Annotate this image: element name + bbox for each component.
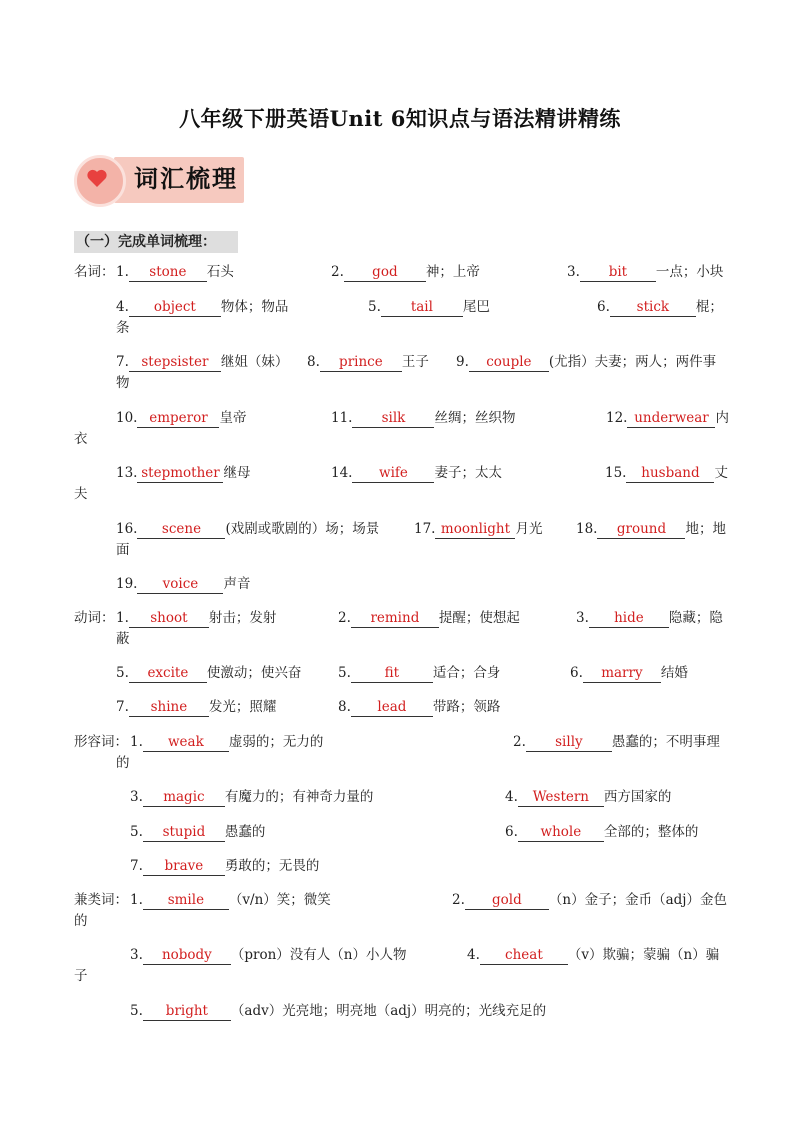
item-number: 1. (130, 734, 143, 750)
item-number: 14. (331, 465, 353, 481)
group-label-noun: 名词： (74, 264, 115, 280)
item-meaning: 地；地 (685, 521, 726, 537)
item-meaning: 有魔力的；有神奇力量的 (224, 789, 374, 805)
answer-blank: voice (137, 576, 223, 594)
heart-icon (86, 168, 108, 188)
vocab-item (116, 519, 379, 539)
item-meaning: 丝绸；丝织物 (434, 410, 516, 426)
answer-blank: Western (518, 789, 604, 807)
item-meaning: 神；上帝 (425, 264, 480, 280)
vocab-item (307, 352, 429, 372)
vocab-item (605, 463, 728, 483)
vocab-item (116, 408, 246, 428)
answer-blank: wife (352, 465, 434, 483)
item-meaning: 适合；合身 (432, 665, 501, 681)
item-number: 19. (116, 576, 138, 592)
item-meaning: （v）欺骗；蒙骗（n）骗 (567, 947, 720, 963)
answer-blank: hide (589, 610, 669, 628)
answer-blank: remind (351, 610, 439, 628)
answer-blank: nobody (143, 947, 231, 965)
item-meaning: 虚弱的；无力的 (228, 734, 324, 750)
item-meaning: 丈 (714, 465, 728, 481)
banner-title: 词汇梳理 (134, 164, 238, 193)
item-meaning: （v/n）笑；微笑 (228, 892, 331, 908)
answer-blank: silly (526, 734, 612, 752)
vocab-item (570, 663, 688, 683)
vocab-item (576, 608, 723, 628)
vocab-item (513, 732, 720, 752)
item-number: 4. (505, 789, 518, 805)
item-number: 5. (116, 665, 129, 681)
item-meaning-wrap: 面 (116, 542, 130, 558)
item-meaning: （pron）没有人（n）小人物 (230, 947, 407, 963)
vocab-item (116, 697, 276, 717)
item-number: 8. (338, 699, 351, 715)
vocab-item (331, 408, 515, 428)
item-number: 3. (567, 264, 580, 280)
item-number: 10. (116, 410, 138, 426)
item-meaning: 物体；物品 (220, 299, 289, 315)
answer-blank: god (344, 264, 426, 282)
vocab-item (116, 608, 276, 628)
item-number: 11. (331, 410, 353, 426)
item-number: 1. (116, 610, 129, 626)
vocab-item (116, 297, 288, 317)
item-meaning: 一点；小块 (655, 264, 724, 280)
vocab-item (597, 297, 723, 317)
vocab-item (130, 822, 265, 842)
item-number: 5. (368, 299, 381, 315)
answer-blank: husband (626, 465, 714, 483)
item-meaning: 愚蠢的；不明事理 (611, 734, 720, 750)
item-meaning-wrap: 夫 (74, 486, 88, 502)
vocab-item (576, 519, 726, 539)
item-meaning-wrap: 条 (116, 320, 130, 336)
item-meaning: 继母 (223, 465, 251, 481)
item-number: 2. (331, 264, 344, 280)
item-number: 6. (597, 299, 610, 315)
item-meaning: 隐藏；隐 (668, 610, 723, 626)
answer-blank: bright (143, 1003, 231, 1021)
answer-blank: stick (610, 299, 696, 317)
answer-blank: bit (580, 264, 656, 282)
item-meaning: 继姐（妹） (220, 354, 289, 370)
item-number: 12. (606, 410, 628, 426)
vocab-item (368, 297, 490, 317)
answer-blank: ground (597, 521, 685, 539)
answer-blank: lead (351, 699, 433, 717)
item-meaning: 使激动；使兴奋 (206, 665, 302, 681)
item-meaning-wrap: 蔽 (116, 631, 130, 647)
item-meaning: 王子 (401, 354, 429, 370)
item-meaning-wrap: 物 (116, 375, 130, 391)
answer-blank: underwear (627, 410, 715, 428)
item-meaning: 勇敢的；无畏的 (224, 858, 320, 874)
item-meaning: 皇帝 (219, 410, 247, 426)
item-meaning: 妻子；太太 (434, 465, 502, 481)
item-number: 9. (456, 354, 469, 370)
item-number: 7. (116, 354, 129, 370)
answer-blank: stepmother (137, 465, 223, 483)
vocab-item (606, 408, 729, 428)
item-meaning: 带路；领路 (432, 699, 501, 715)
answer-blank: cheat (480, 947, 568, 965)
vocab-item (116, 262, 234, 282)
answer-blank: shine (129, 699, 209, 717)
vocab-item (331, 463, 502, 483)
item-number: 4. (116, 299, 129, 315)
item-number: 8. (307, 354, 320, 370)
item-number: 2. (452, 892, 465, 908)
answer-blank: magic (143, 789, 225, 807)
item-number: 3. (130, 947, 143, 963)
answer-blank: prince (320, 354, 402, 372)
vocab-item (338, 663, 500, 683)
section-label: （一）完成单词梳理： (74, 231, 238, 253)
vocab-item (414, 519, 542, 539)
item-number: 7. (130, 858, 143, 874)
answer-blank: stupid (143, 824, 225, 842)
vocab-item (505, 787, 671, 807)
item-meaning: 结婚 (660, 665, 688, 681)
item-number: 18. (576, 521, 598, 537)
answer-blank: smile (143, 892, 229, 910)
answer-blank: moonlight (435, 521, 515, 539)
answer-blank: gold (465, 892, 549, 910)
item-meaning: （adv）光亮地；明亮地（adj）明亮的；光线充足的 (230, 1003, 547, 1019)
item-number: 3. (130, 789, 143, 805)
vocab-item (130, 787, 373, 807)
vocab-item (116, 352, 288, 372)
vocab-item (567, 262, 723, 282)
answer-blank: emperor (137, 410, 219, 428)
item-meaning: （n）金子；金币（adj）金色 (548, 892, 727, 908)
group-label-multi: 兼类词： (74, 892, 128, 908)
item-meaning: 射击；发射 (208, 610, 277, 626)
item-meaning: 西方国家的 (603, 789, 672, 805)
item-number: 5. (338, 665, 351, 681)
item-number: 6. (505, 824, 518, 840)
answer-blank: brave (143, 858, 225, 876)
section-banner (74, 153, 244, 205)
answer-blank: whole (518, 824, 604, 842)
answer-blank: tail (381, 299, 463, 317)
answer-blank: excite (129, 665, 207, 683)
vocab-item (331, 262, 480, 282)
item-number: 1. (116, 264, 129, 280)
item-meaning: 内 (715, 410, 729, 426)
vocab-item (452, 890, 727, 910)
item-meaning: 声音 (223, 576, 251, 592)
vocab-item (130, 890, 331, 910)
item-meaning-wrap: 子 (74, 968, 88, 984)
answer-blank: stone (129, 264, 207, 282)
item-number: 4. (467, 947, 480, 963)
vocab-item (116, 574, 250, 594)
answer-blank: stepsister (129, 354, 221, 372)
item-number: 17. (414, 521, 436, 537)
item-meaning: 全部的；整体的 (603, 824, 699, 840)
answer-blank: weak (143, 734, 229, 752)
item-meaning: (尤指）夫妻；两人；两件事 (548, 354, 717, 370)
answer-blank: marry (583, 665, 661, 683)
page-title: 八年级下册英语Unit 6知识点与语法精讲精练 (179, 106, 621, 131)
vocab-item (116, 663, 301, 683)
group-label-adj: 形容词： (74, 734, 128, 750)
item-number: 5. (130, 1003, 143, 1019)
item-number: 7. (116, 699, 129, 715)
answer-blank: object (129, 299, 221, 317)
item-number: 15. (605, 465, 627, 481)
item-meaning: (戏剧或歌剧的）场；场景 (225, 521, 380, 537)
answer-blank: couple (469, 354, 549, 372)
banner-circle (74, 155, 126, 207)
answer-blank: fit (351, 665, 433, 683)
vocab-item (456, 352, 716, 372)
group-label-verb: 动词： (74, 610, 115, 626)
answer-blank: silk (352, 410, 434, 428)
item-number: 13. (116, 465, 138, 481)
item-number: 5. (130, 824, 143, 840)
item-number: 6. (570, 665, 583, 681)
vocab-item (116, 463, 250, 483)
item-number: 3. (576, 610, 589, 626)
vocab-item (130, 856, 319, 876)
item-meaning: 石头 (206, 264, 234, 280)
answer-blank: shoot (129, 610, 209, 628)
item-meaning: 棍； (695, 299, 723, 315)
vocab-item (338, 697, 500, 717)
vocab-item (338, 608, 520, 628)
item-meaning: 提醒；使想起 (438, 610, 520, 626)
item-meaning-wrap: 的 (116, 755, 130, 771)
item-meaning-wrap: 的 (74, 913, 88, 929)
item-meaning: 发光；照耀 (208, 699, 277, 715)
item-meaning: 月光 (515, 521, 543, 537)
vocab-item (130, 1001, 546, 1021)
vocab-item (505, 822, 698, 842)
vocab-item (130, 945, 407, 965)
item-meaning: 尾巴 (462, 299, 490, 315)
item-number: 16. (116, 521, 138, 537)
item-number: 2. (338, 610, 351, 626)
answer-blank: scene (137, 521, 225, 539)
vocab-item (467, 945, 719, 965)
item-meaning: 愚蠢的 (224, 824, 266, 840)
vocab-item (130, 732, 323, 752)
item-number: 1. (130, 892, 143, 908)
item-meaning-wrap: 衣 (74, 431, 88, 447)
item-number: 2. (513, 734, 526, 750)
